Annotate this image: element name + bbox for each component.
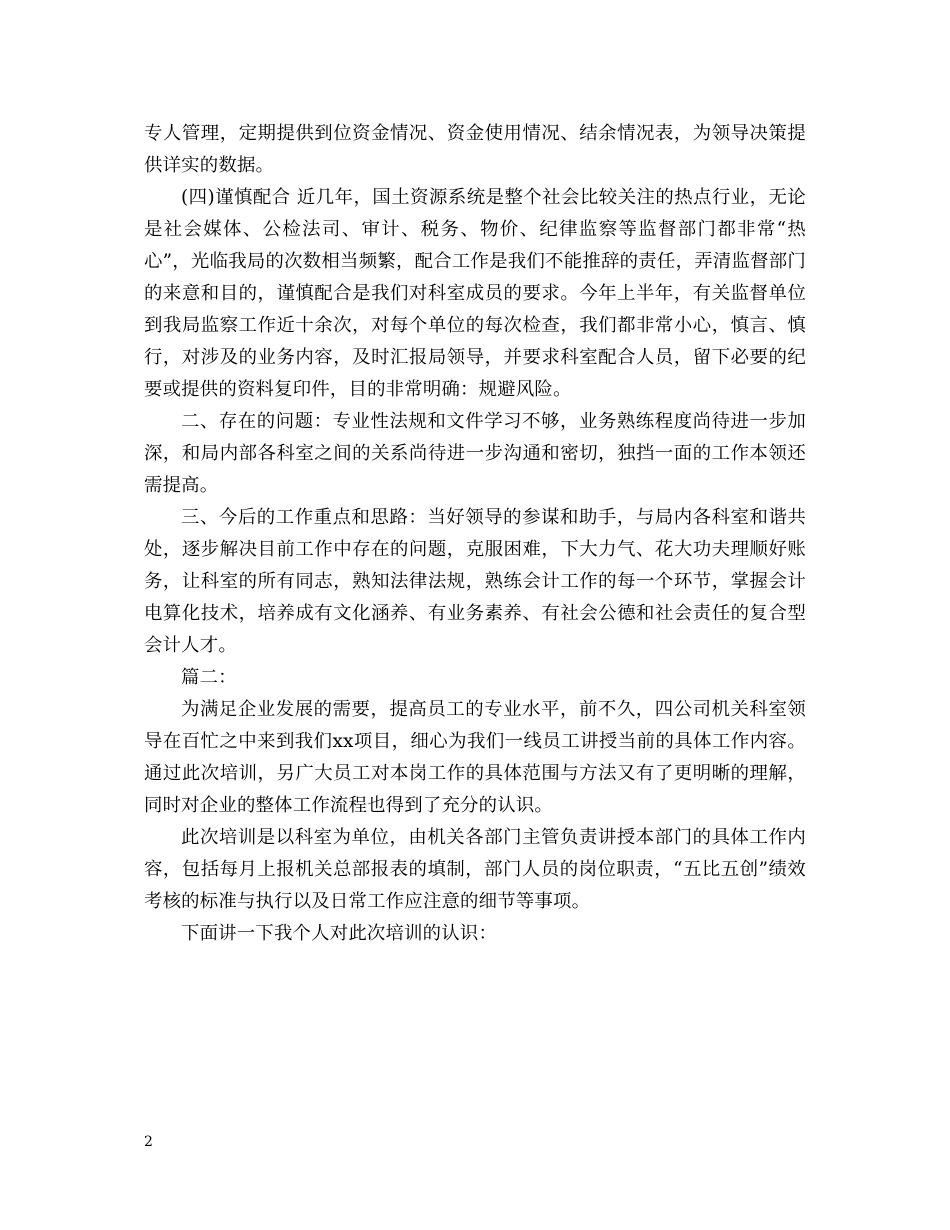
paragraph-6: 为满足企业发展的需要，提高员工的专业水平，前不久，四公司机关科室领导在百忙之中来到我们xx项目，细心为我们一线员工讲授当前的具体工作内容。通过此次培训，另广大员工对本岗工作的具体范围与方法又有了更明晰的理解，同时对企业的整体工作流程也得到了充分的认识。 [144, 699, 806, 816]
paragraph-3: 二、存在的问题：专业性法规和文件学习不够，业务熟练程度尚待进一步加深，和局内部各科室之间的关系尚待进一步沟通和密切，独挡一面的工作本领还需提高。 [144, 411, 806, 496]
body-text [144, 118, 806, 950]
paragraph-8: 下面讲一下我个人对此次培训的认识： [181, 923, 498, 944]
paragraph-1: 专人管理，定期提供到位资金情况、资金使用情况、结余情况表，为领导决策提供详实的数据。 [144, 123, 806, 176]
paragraph-5: 篇二： [181, 667, 237, 688]
page-number: 2 [144, 1134, 153, 1150]
paragraph-2: (四)谨慎配合 近几年，国土资源系统是整个社会比较关注的热点行业，无论是社会媒体、公检法司、审计、税务、物价、纪律监察等监督部门都非常“热心”，光临我局的次数相当频繁，配合工作是我们不能推辞的责任，弄清监督部门的来意和目的，谨慎配合是我们对科室成员的要求。今年上半年，有关监督单位到我局监察工作近十余次，对每个单位的每次检查，我们都非常小心，慎言、慎行，对涉及的业务内容，及时汇报局领导，并要求科室配合人员，留下必要的纪要或提供的资料复印件，目的非常明确：规避风险。 [144, 187, 806, 400]
paragraph-4: 三、今后的工作重点和思路：当好领导的参谋和助手，与局内各科室和谐共处，逐步解决目前工作中存在的问题，克服困难，下大力气、花大功夫理顺好账务，让科室的所有同志，熟知法律法规，熟练会计工作的每一个环节，掌握会计电算化技术，培养成有文化涵养、有业务素养、有社会公德和社会责任的复合型会计人才。 [144, 507, 806, 656]
paragraph-7: 此次培训是以科室为单位，由机关各部门主管负责讲授本部门的具体工作内容，包括每月上报机关总部报表的填制，部门人员的岗位职责，“五比五创”绩效考核的标准与执行以及日常工作应注意的细节等事项。 [144, 827, 806, 912]
